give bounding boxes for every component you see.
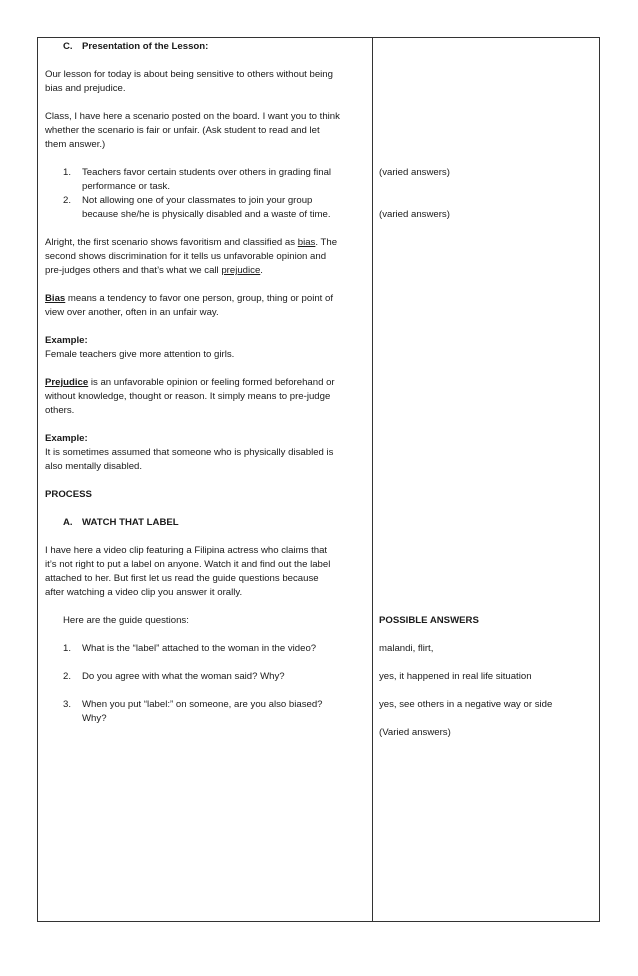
example-text: It is sometimes assumed that someone who is physically disabled is bbox=[45, 447, 334, 458]
defined-term: Prejudice bbox=[45, 377, 89, 388]
text-run: The bbox=[318, 237, 338, 248]
question-number: 1. bbox=[63, 643, 72, 654]
answer-text: yes, it happened in real life situation bbox=[379, 671, 532, 682]
text-run: is an unfavorable opinion or feeling formed beforehand or bbox=[88, 377, 335, 388]
paragraph-line: whether the scenario is fair or unfair. (Ask student to read and let bbox=[45, 125, 320, 136]
underlined-term: prejudice bbox=[221, 265, 261, 276]
guide-intro: Here are the guide questions: bbox=[63, 615, 189, 626]
activity-letter: A. bbox=[63, 517, 73, 528]
question-number: 3. bbox=[63, 699, 72, 710]
answer-text: (Varied answers) bbox=[379, 727, 451, 738]
underlined-term: bias bbox=[297, 237, 316, 248]
paragraph-line: it’s not right to put a label on anyone. Watch it and find out the label bbox=[45, 559, 331, 570]
example-text: also mentally disabled. bbox=[45, 461, 143, 472]
answer-text: malandi, flirt, bbox=[379, 643, 434, 654]
definition-line bbox=[45, 376, 335, 390]
text-run: . bbox=[315, 237, 319, 248]
question-text: Why? bbox=[82, 713, 107, 724]
answer-text: yes, see others in a negative way or side bbox=[379, 699, 553, 710]
paragraph-line bbox=[45, 236, 337, 250]
paragraph-line: attached to her. But first let us read the guide questions because bbox=[45, 573, 319, 584]
definition-line: view over another, often in an unfair way. bbox=[45, 307, 219, 318]
lesson-plan-table bbox=[37, 37, 600, 922]
list-number: 1. bbox=[63, 167, 72, 178]
activity-heading: WATCH THAT LABEL bbox=[82, 517, 179, 528]
example-label: Example: bbox=[45, 433, 88, 444]
text-run: Alright, the first scenario shows favoritism and classified as bbox=[45, 237, 298, 248]
paragraph-line bbox=[45, 264, 263, 278]
list-item-line: Not allowing one of your classmates to join your group bbox=[82, 195, 313, 206]
question-text: When you put “label:” on someone, are you also biased? bbox=[82, 699, 323, 710]
example-label: Example: bbox=[45, 335, 88, 346]
possible-answers-heading: POSSIBLE ANSWERS bbox=[379, 615, 479, 626]
text-run: . bbox=[260, 265, 263, 276]
text-run: pre-judges others and that’s what we call bbox=[45, 265, 222, 276]
list-item-line: Teachers favor certain students over others in grading final bbox=[82, 167, 332, 178]
scenario-answer: (varied answers) bbox=[379, 209, 450, 220]
paragraph-line: second shows discrimination for it tells us unfavorable opinion and bbox=[45, 251, 327, 262]
heading-letter: C. bbox=[63, 41, 73, 52]
column-divider bbox=[372, 38, 373, 921]
question-number: 2. bbox=[63, 671, 72, 682]
paragraph-line: bias and prejudice. bbox=[45, 83, 126, 94]
paragraph-line: I have here a video clip featuring a Filipina actress who claims that bbox=[45, 545, 328, 556]
list-item-line: because she/he is physically disabled and a waste of time. bbox=[82, 209, 331, 220]
defined-term: Bias bbox=[45, 293, 66, 304]
text-run: means a tendency to favor one person, group, thing or point of bbox=[65, 293, 333, 304]
list-item-line: performance or task. bbox=[82, 181, 170, 192]
section-heading: Presentation of the Lesson: bbox=[82, 41, 209, 52]
paragraph-line: Our lesson for today is about being sensitive to others without being bbox=[45, 69, 333, 80]
paragraph-line: them answer.) bbox=[45, 139, 106, 150]
paragraph-line: after watching a video clip you answer it orally. bbox=[45, 587, 243, 598]
question-text: Do you agree with what the woman said? Why? bbox=[82, 671, 285, 682]
process-heading: PROCESS bbox=[45, 489, 92, 500]
list-number: 2. bbox=[63, 195, 72, 206]
scenario-answer: (varied answers) bbox=[379, 167, 450, 178]
example-text: Female teachers give more attention to girls. bbox=[45, 349, 235, 360]
paragraph-line: Class, I have here a scenario posted on the board. I want you to think bbox=[45, 111, 340, 122]
definition-line: others. bbox=[45, 405, 75, 416]
definition-line: without knowledge, thought or reason. It simply means to pre-judge bbox=[45, 391, 331, 402]
question-text: What is the “label” attached to the woman in the video? bbox=[82, 643, 317, 654]
definition-line bbox=[45, 292, 333, 306]
